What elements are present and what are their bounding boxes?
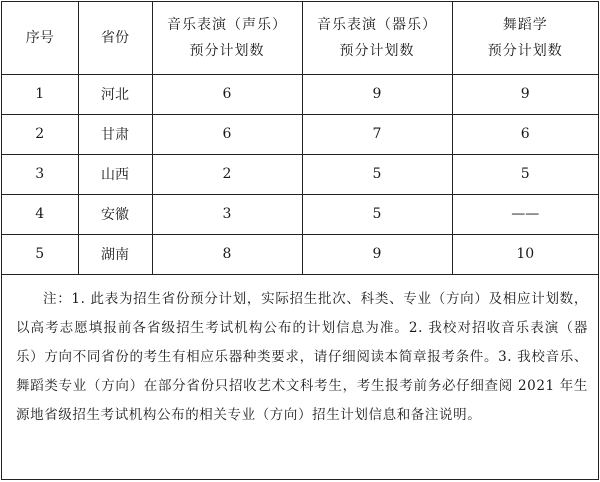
header-vocal	[152, 2, 302, 74]
cell-instrumental: 7	[302, 114, 452, 154]
header-instrumental-sub: 预分计划数	[339, 42, 415, 59]
cell-no: 2	[2, 114, 78, 154]
admission-plan-table	[2, 2, 598, 275]
cell-dance: 5	[452, 154, 598, 194]
header-dance	[452, 2, 598, 74]
cell-dance: 9	[452, 74, 598, 114]
cell-dance: 6	[452, 114, 598, 154]
table-header-row	[2, 2, 598, 74]
cell-no: 4	[2, 194, 78, 234]
cell-vocal: 6	[152, 114, 302, 154]
cell-vocal: 8	[152, 234, 302, 274]
table-row	[2, 194, 598, 234]
table-row	[2, 74, 598, 114]
cell-vocal: 6	[152, 74, 302, 114]
table-row	[2, 234, 598, 274]
cell-instrumental: 9	[302, 234, 452, 274]
cell-instrumental: 9	[302, 74, 452, 114]
header-vocal-title: 音乐表演（声乐）	[167, 16, 287, 33]
header-instrumental-title: 音乐表演（器乐）	[317, 16, 437, 33]
cell-no: 1	[2, 74, 78, 114]
cell-province: 河北	[78, 74, 152, 114]
header-dance-title: 舞蹈学	[502, 16, 548, 33]
header-vocal-sub: 预分计划数	[189, 42, 265, 59]
admission-plan-sheet	[1, 1, 599, 480]
table-row	[2, 114, 598, 154]
cell-dance: ——	[452, 194, 598, 234]
table-row	[2, 154, 598, 194]
header-no: 序号	[2, 2, 78, 74]
cell-no: 3	[2, 154, 78, 194]
cell-province: 甘肃	[78, 114, 152, 154]
header-province: 省份	[78, 2, 152, 74]
cell-vocal: 2	[152, 154, 302, 194]
header-dance-sub: 预分计划数	[487, 42, 563, 59]
cell-instrumental: 5	[302, 194, 452, 234]
table-footnote: 注：1. 此表为招生省份预分计划，实际招生批次、科类、专业（方向）及相应计划数，以高考志愿填报前各省级招生考试机构公布的计划信息为准。2. 我校对招收音乐表演（器乐）方向不同省份的考生有相应乐器种类要求，请仔细阅读本简章报考条件。3. 我校音乐、舞蹈类专业（方向）在部分省份只招收艺术文科考生，考生报考前务必仔细查阅 2021 年生源地省级招生考试机构公布的相关专业（方向）招生计划信息和备注说明。	[16, 290, 588, 423]
cell-dance: 10	[452, 234, 598, 274]
cell-no: 5	[2, 234, 78, 274]
cell-instrumental: 5	[302, 154, 452, 194]
header-instrumental	[302, 2, 452, 74]
cell-vocal: 3	[152, 194, 302, 234]
cell-province: 山西	[78, 154, 152, 194]
cell-province: 湖南	[78, 234, 152, 274]
cell-province: 安徽	[78, 194, 152, 234]
